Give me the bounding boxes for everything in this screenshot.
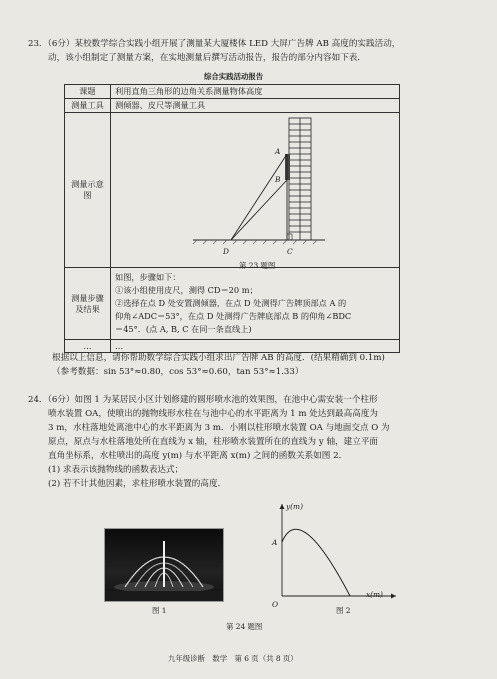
- step-line: ②选择在点 D 处安置测倾器，在点 D 处测得广告牌顶部点 A 的: [115, 298, 347, 308]
- row-value: [111, 268, 400, 340]
- table-row: [65, 268, 400, 340]
- table-row: [65, 85, 400, 99]
- row-key: …: [65, 340, 111, 353]
- origin-label: O: [272, 600, 279, 609]
- point-A-label: A: [272, 538, 278, 547]
- measurement-diagram: [115, 114, 395, 264]
- row-key: 测量步骤及结果: [65, 268, 111, 340]
- sight-line-DB: [231, 180, 287, 240]
- q23-line1: 23．（6分）某校数学综合实践小组开展了测量某大厦楼体 LED 大屏广告牌 AB 高度的实践活动，: [28, 39, 401, 49]
- row-key: 课题: [65, 85, 111, 99]
- row-key-text: 测量示意图: [71, 179, 104, 200]
- label-D: D: [223, 247, 229, 256]
- step-line: ＝45°．(点 A, B, C 在同一条直线上): [115, 324, 252, 334]
- x-axis-arrow: [391, 594, 396, 599]
- table-row: [65, 113, 400, 268]
- y-axis-arrow: [280, 504, 285, 509]
- row-value: …: [111, 340, 400, 353]
- row-key: 测量工具: [65, 99, 111, 113]
- q24-line: 3 m，水柱落地处离池中心的水平距离为 3 m．小刚以柱形喷水装置 OA 与地面交点 O 为: [48, 423, 390, 433]
- page-footer: 九年级诊断 数学 第 6 页（共 8 页）: [168, 654, 298, 663]
- building: [289, 118, 311, 240]
- right-angle-mark: [287, 234, 292, 240]
- q24-line: 原点，原点与水柱落地处所在直线为 x 轴，柱形喷水装置所在的直线为 y 轴，建立平面: [48, 437, 379, 447]
- q23-line2: 动，该小组制定了测量方案，在实地测量后撰写活动报告，报告的部分内容如下表．: [48, 53, 366, 63]
- q24-line: 24．（6分）如图 1 为某居民小区计划修建的圆形喷水池的效果图，在池中心需安装一个柱形: [28, 395, 378, 405]
- q24-line: 直角坐标系，水柱喷出的高度 y(m) 与水平距离 x(m) 之间的函数关系如图 2．: [48, 451, 348, 461]
- q23-instruction: 根据以上信息，请你帮助数学综合实践小组求出广告牌 AB 的高度．(结果精确到 0.1m): [52, 353, 385, 363]
- step-line: ①该小组使用皮尺，测得 CD＝20 m；: [115, 285, 258, 295]
- report-title: 综合实践活动报告: [204, 72, 264, 81]
- billboard: [285, 154, 290, 180]
- y-axis-label: y(m): [286, 502, 303, 511]
- fountain-image: [105, 529, 223, 601]
- q24-line: 喷水装置 OA，使喷出的抛物线形水柱在与池中心的水平距离为 1 m 处达到最高高度为: [48, 409, 378, 419]
- table-row: [65, 340, 400, 353]
- label-A: A: [275, 147, 281, 156]
- q23-reference: （参考数据：sin 53°≈0.80，cos 53°≈0.60，tan 53°≈1.33）: [52, 367, 304, 377]
- fig2-caption: 图 2: [336, 606, 351, 615]
- label-C: C: [287, 247, 293, 256]
- ground-hatch: [193, 240, 317, 244]
- step-line: 仰角∠ADC＝53°，在点 D 处测得广告牌底部点 B 的仰角∠BDC: [115, 311, 352, 321]
- fountain-photo: [104, 528, 224, 602]
- x-axis-label: x(m): [366, 590, 383, 599]
- diagram-cell: [111, 113, 400, 268]
- fig24-caption: 第 24 题图: [226, 622, 263, 631]
- row-value: 利用直角三角形的边角关系测量物体高度: [111, 85, 400, 99]
- table-row: [65, 99, 400, 113]
- q24-line: (2) 若不计其他因素，求柱形喷水装置的高度．: [48, 479, 227, 489]
- q24-line: (1) 求表示该抛物线的函数表达式；: [48, 465, 184, 475]
- label-B: B: [275, 175, 281, 184]
- fig23-caption: 第 23 题图: [239, 261, 276, 270]
- sight-line-DA: [231, 154, 287, 240]
- fig1-caption: 图 1: [152, 606, 167, 615]
- step-line: 如图，步骤如下：: [115, 272, 181, 282]
- report-table: [64, 84, 400, 353]
- row-key: [65, 113, 111, 268]
- row-value: 测倾器、皮尺等测量工具: [111, 99, 400, 113]
- parabola-curve: [282, 529, 350, 596]
